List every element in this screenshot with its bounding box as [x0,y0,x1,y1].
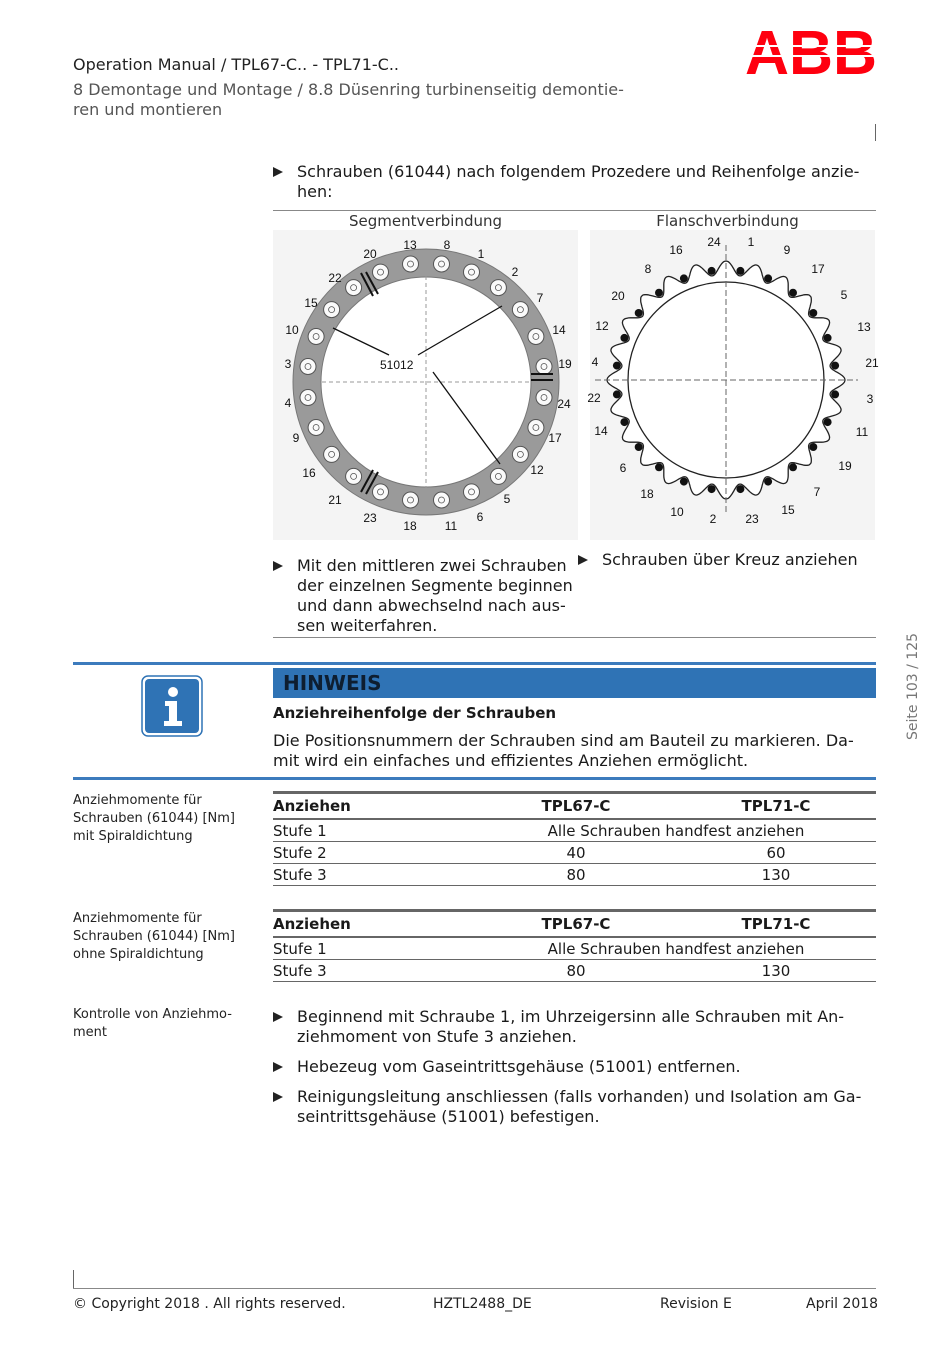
notice-label: HINWEIS [283,671,382,695]
bolt-number-label: 12 [530,463,544,477]
side-label-line: Kontrolle von Anziehmo- [73,1007,232,1022]
bolt-number-label: 19 [558,357,572,371]
bolt-number-label: 24 [557,397,571,411]
bullet-arrow-icon [273,1012,283,1022]
bolt-marker [373,264,389,280]
control-side-label [73,1006,232,1042]
bolt-number-label: 11 [855,425,869,439]
bolt-marker [536,390,552,406]
intro-line-2: hen: [297,182,333,201]
bolt-marker [824,334,832,342]
figure-bottom-rule [273,637,876,638]
bolt-marker [373,484,389,500]
torque-table-with-seal [273,791,876,886]
row-label: Stufe 2 [273,842,476,864]
side-label-line: ohne Spiraldichtung [73,947,204,962]
table2-side-label [73,910,235,964]
bolt-number-label: 7 [813,485,821,499]
bolt-number-label: 1 [477,247,485,261]
bolt-marker [831,390,839,398]
notice-body [273,731,876,771]
bolt-number-label: 11 [444,519,458,533]
bolt-number-label: 21 [328,493,342,507]
row-label: Stufe 1 [273,819,476,842]
bolt-number-label: 15 [304,296,318,310]
segment-figure-title: Segmentverbindung [348,212,503,230]
bolt-number-label: 17 [548,431,562,445]
bolt-number-label: 2 [511,265,519,279]
bolt-number-label: 23 [745,512,759,526]
footer-copyright: © Copyright 2018 . All rights reserved. [73,1296,346,1312]
notice-header [273,668,876,698]
control-step-3 [273,1087,876,1127]
bolt-marker [789,463,797,471]
table-row [273,864,876,886]
cell-tpl67: 80 [476,864,676,886]
table-row [273,819,876,842]
section-line-2: ren und montieren [73,100,223,119]
bullet-arrow-icon [273,167,283,177]
column-header: Anziehen [273,911,476,938]
bolt-marker [789,289,797,297]
segment-step-line-4: sen weiterfahren. [297,616,438,635]
bolt-number-label: 13 [403,238,417,252]
bolt-number-label: 1 [747,235,755,249]
abb-logo [745,19,877,88]
column-header: TPL71-C [676,793,876,820]
center-label-51012: 51012 [380,358,414,372]
bullet-arrow-icon [273,1092,283,1102]
bolt-marker [300,359,316,375]
bolt-number-label: 18 [403,519,417,533]
bolt-marker [708,485,716,493]
bolt-marker [464,264,480,280]
bolt-marker [809,309,817,317]
row-label: Stufe 1 [273,937,476,960]
bolt-marker [831,362,839,370]
bolt-number-label: 16 [302,466,316,480]
notice-line-1: Die Positionsnummern der Schrauben sind am Bauteil zu markieren. Da- [273,731,854,750]
bolt-number-label: 20 [611,289,625,303]
bolt-marker [512,302,528,318]
bolt-marker [620,334,628,342]
step-line: seintrittsgehäuse (51001) befestigen. [297,1107,600,1126]
footer-date: April 2018 [806,1296,879,1312]
bolt-marker [324,302,340,318]
section-line-1: 8 Demontage und Montage / 8.8 Düsenring turbinenseitig demontie- [73,80,624,99]
bolt-marker [300,390,316,406]
figure-top-rule [273,210,876,211]
flange-figure-title: Flanschverbindung [656,212,799,230]
bolt-number-label: 4 [591,355,599,369]
row-label: Stufe 3 [273,864,476,886]
table-row [273,842,876,864]
step-line: Hebezeug vom Gaseintrittsgehäuse (51001) entfernen. [297,1057,741,1076]
footer-doc-id: HZTL2488_DE [433,1296,532,1312]
control-step-2 [273,1057,876,1077]
bolt-marker [528,420,544,436]
info-icon [141,675,203,737]
segment-step-line-1: Mit den mittleren zwei Schrauben [297,556,567,575]
bolt-marker [680,274,688,282]
bolt-number-label: 10 [670,505,684,519]
segment-connection-diagram [273,230,578,540]
merged-cell: Alle Schrauben handfest anziehen [476,819,876,842]
bolt-number-label: 13 [857,320,871,334]
bolt-number-label: 2 [709,512,717,526]
bolt-marker [346,280,362,296]
column-header: Anziehen [273,793,476,820]
bolt-marker [403,492,419,508]
flange-step-text: Schrauben über Kreuz anziehen [602,550,858,569]
column-header: TPL67-C [476,911,676,938]
flange-connection-diagram [587,230,879,540]
header-divider [875,124,876,141]
bolt-number-label: 18 [640,487,654,501]
step-line: Reinigungsleitung anschliessen (falls vorhanden) und Isolation am Ga- [297,1087,862,1106]
svg-text:ABB: ABB [745,19,877,88]
bolt-marker [308,420,324,436]
bolt-marker [655,463,663,471]
bolt-number-label: 19 [838,459,852,473]
bolt-number-label: 9 [292,431,300,445]
bolt-number-label: 16 [669,243,683,257]
side-label-line: ment [73,1025,107,1040]
bolt-number-label: 14 [552,323,566,337]
column-header: TPL71-C [676,911,876,938]
cell-tpl71: 130 [676,960,876,982]
bolt-number-label: 24 [707,235,721,249]
cell-tpl67: 40 [476,842,676,864]
intro-line-1: Schrauben (61044) nach folgendem Prozedere und Reihenfolge anzie- [297,162,860,181]
bolt-marker [464,484,480,500]
bolt-marker [635,443,643,451]
bolt-marker [490,468,506,484]
section-breadcrumb [73,80,673,120]
bullet-arrow-icon [578,555,588,565]
step-line: ziehmoment von Stufe 3 anziehen. [297,1027,577,1046]
segment-step-line-2: der einzelnen Segmente beginnen [297,576,573,595]
table-header-row [273,793,876,820]
bolt-marker [708,267,716,275]
bolt-number-label: 20 [363,247,377,261]
row-label: Stufe 3 [273,960,476,982]
bolt-number-label: 3 [284,357,292,371]
bolt-number-label: 8 [443,238,451,252]
side-label-line: mit Spiraldichtung [73,829,193,844]
side-label-line: Schrauben (61044) [Nm] [73,929,235,944]
bolt-number-label: 8 [644,262,652,276]
bolt-marker [308,329,324,345]
bolt-number-label: 22 [328,271,342,285]
footer-rule [73,1288,876,1289]
bullet-arrow-icon [273,1062,283,1072]
bolt-marker [324,446,340,462]
segment-step-line-3: und dann abwechselnd nach aus- [297,596,566,615]
bolt-number-label: 3 [866,392,874,406]
table-row [273,937,876,960]
bolt-marker [809,443,817,451]
bolt-marker [346,468,362,484]
bolt-marker [635,309,643,317]
bolt-marker [613,390,621,398]
footer-revision: Revision E [660,1296,732,1312]
bolt-marker [613,362,621,370]
notice-bottom-bar [73,777,876,780]
bolt-number-label: 15 [781,503,795,517]
bolt-number-label: 10 [285,323,299,337]
bolt-number-label: 4 [284,396,292,410]
side-label-line: Anziehmomente für [73,911,202,926]
bolt-number-label: 5 [840,288,848,302]
bolt-marker [403,256,419,272]
side-label-line: Schrauben (61044) [Nm] [73,811,235,826]
intro-step [273,162,876,202]
bolt-marker [434,492,450,508]
bolt-marker [824,418,832,426]
bolt-number-label: 21 [865,356,879,370]
flange-procedure-step [578,550,876,572]
bolt-number-label: 7 [536,291,544,305]
page-number: Seite 103 / 125 [905,632,921,740]
control-step-1 [273,1007,876,1047]
bolt-marker [680,478,688,486]
notice-top-bar [73,662,876,665]
bolt-marker [655,289,663,297]
bolt-number-label: 23 [363,511,377,525]
bolt-number-label: 6 [619,461,627,475]
table-row [273,960,876,982]
bolt-marker [490,280,506,296]
bolt-number-label: 14 [594,424,608,438]
step-line: Beginnend mit Schraube 1, im Uhrzeigersinn alle Schrauben mit An- [297,1007,845,1026]
table1-side-label [73,792,235,846]
bolt-marker [434,256,450,272]
merged-cell: Alle Schrauben handfest anziehen [476,937,876,960]
bolt-marker [764,478,772,486]
bolt-marker [512,446,528,462]
bullet-arrow-icon [273,561,283,571]
cell-tpl67: 80 [476,960,676,982]
notice-line-2: mit wird ein einfaches und effizientes Anziehen ermöglicht. [273,751,749,770]
footer-vline [73,1270,74,1288]
bolt-marker [536,359,552,375]
segment-procedure-step [273,556,583,638]
bolt-marker [736,267,744,275]
column-header: TPL67-C [476,793,676,820]
bolt-marker [528,329,544,345]
document-title: Operation Manual / TPL67-C.. - TPL71-C.. [73,55,399,74]
bolt-marker [736,485,744,493]
torque-table-without-seal [273,909,876,982]
cell-tpl71: 130 [676,864,876,886]
bolt-number-label: 6 [476,510,484,524]
notice-heading: Anziehreihenfolge der Schrauben [273,704,557,722]
bolt-number-label: 12 [595,319,609,333]
bolt-number-label: 22 [587,391,601,405]
side-label-line: Anziehmomente für [73,793,202,808]
bolt-number-label: 5 [503,492,511,506]
bolt-number-label: 9 [783,243,791,257]
bolt-marker [620,418,628,426]
table-header-row [273,911,876,938]
bolt-marker [764,274,772,282]
bolt-number-label: 17 [811,262,825,276]
cell-tpl71: 60 [676,842,876,864]
